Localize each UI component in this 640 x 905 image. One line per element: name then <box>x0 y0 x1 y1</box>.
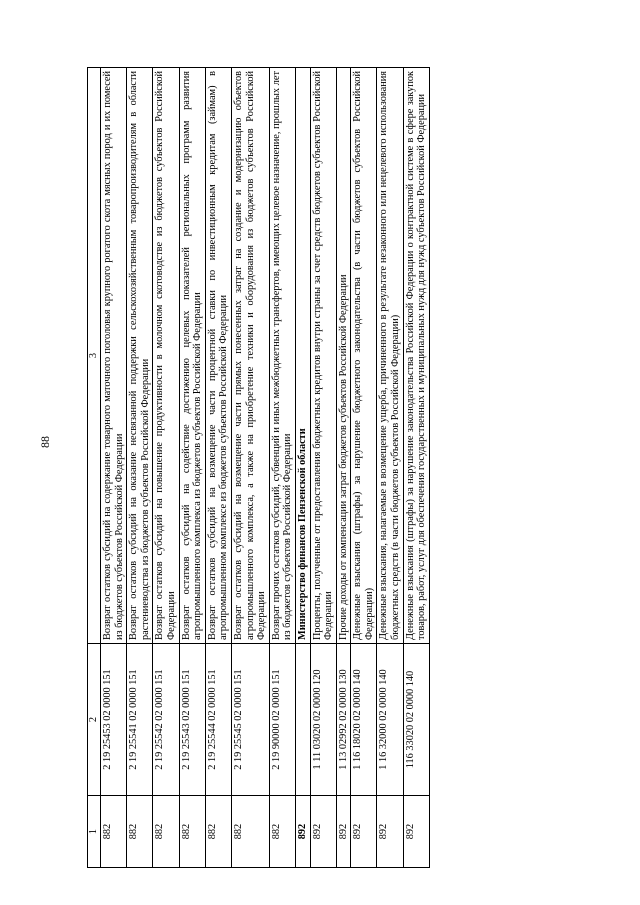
budget-code-cell: 2 19 25544 02 0000 151 <box>205 644 231 796</box>
income-name-cell: Возврат остатков субсидий на содержание товарного маточного поголовья крупного рогатого скота мясных пород и их помесей из бюджетов субъектов Российской Федерации <box>101 68 127 644</box>
table-row <box>351 68 377 868</box>
table-row <box>179 68 205 868</box>
budget-code-cell: 2 19 25543 02 0000 151 <box>179 644 205 796</box>
admin-code-cell: 892 <box>403 796 429 868</box>
income-name-cell: Возврат остатков субсидий на возмещение части прямых понесенных затрат на создание и модернизацию объектов агропромышленного комплекса, а также на приобретение техники и оборудования из бюджетов субъектов Российской Федерации <box>231 68 269 644</box>
admin-code-cell: 882 <box>153 796 179 868</box>
table-row <box>205 68 231 868</box>
budget-code-cell: 1 11 03020 02 0000 120 <box>310 644 336 796</box>
table-body <box>101 68 430 868</box>
header-col-3: 3 <box>88 68 101 644</box>
admin-code-cell: 892 <box>310 796 336 868</box>
budget-code-cell: 2 19 25542 02 0000 151 <box>153 644 179 796</box>
budget-code-cell: 116 33020 02 0000 140 <box>403 644 429 796</box>
table-row <box>295 68 310 868</box>
header-col-1: 1 <box>88 796 101 868</box>
table-row <box>153 68 179 868</box>
income-name-cell: Денежные взыскания (штрафы) за нарушение законодательства Российской Федерации о контрактной системе в сфере закупок товаров, работ, услуг для обеспечения государственных и муниципальных нужд для нужд субъектов Российской Федерации <box>403 68 429 644</box>
budget-code-cell: 1 16 18020 02 0000 140 <box>351 644 377 796</box>
table-row <box>310 68 336 868</box>
income-name-cell: Министерство финансов Пензенской области <box>295 68 310 644</box>
table-row <box>269 68 295 868</box>
income-name-cell: Возврат остатков субсидий на содействие достижению целевых показателей региональных программ развития агропромышленного комплекса из бюджетов субъектов Российской Федерации <box>179 68 205 644</box>
table-row <box>377 68 403 868</box>
admin-code-cell: 882 <box>269 796 295 868</box>
income-name-cell: Возврат прочих остатков субсидий, субвенций и иных межбюджетных трансфертов, имеющих целевое назначение, прошлых лет из бюджетов субъектов Российской Федерации <box>269 68 295 644</box>
budget-code-cell: 1 16 32000 02 0000 140 <box>377 644 403 796</box>
income-name-cell: Возврат остатков субсидий на возмещение части процентной ставки по инвестиционным кредитам (займам) в агропромышленном комплексе из бюджетов субъектов Российской Федерации <box>205 68 231 644</box>
table-row <box>231 68 269 868</box>
income-name-cell: Прочие доходы от компенсации затрат бюджетов субъектов Российской Федерации <box>336 68 351 644</box>
admin-code-cell: 882 <box>127 796 153 868</box>
income-name-cell: Проценты, полученные от предоставления бюджетных кредитов внутри страны за счет средств бюджетов субъектов Российской Федерации <box>310 68 336 644</box>
admin-code-cell: 892 <box>351 796 377 868</box>
header-row <box>88 68 101 868</box>
budget-code-cell: 2 19 25541 02 0000 151 <box>127 644 153 796</box>
table-row <box>336 68 351 868</box>
admin-code-cell: 882 <box>231 796 269 868</box>
income-name-cell: Денежные взыскания, налагаемые в возмещение ущерба, причиненного в результате незаконного или нецелевого использования бюджетных средств (в части бюджетов субъектов Российской Федерации) <box>377 68 403 644</box>
header-col-2: 2 <box>88 644 101 796</box>
table-row <box>403 68 429 868</box>
admin-code-cell: 882 <box>101 796 127 868</box>
page-number: 88 <box>38 436 52 448</box>
budget-code-cell <box>295 644 310 796</box>
admin-code-cell: 882 <box>179 796 205 868</box>
admin-code-cell: 892 <box>377 796 403 868</box>
admin-code-cell: 892 <box>336 796 351 868</box>
budget-code-cell: 2 19 25545 02 0000 151 <box>231 644 269 796</box>
income-name-cell: Денежные взыскания (штрафы) за нарушение бюджетного законодательства (в части бюджетов субъектов Российской Федерации) <box>351 68 377 644</box>
budget-code-cell: 2 19 25453 02 0000 151 <box>101 644 127 796</box>
table-row <box>101 68 127 868</box>
admin-code-cell: 882 <box>205 796 231 868</box>
revenue-codes-table <box>87 67 430 868</box>
budget-code-cell: 1 13 02992 02 0000 130 <box>336 644 351 796</box>
table-row <box>127 68 153 868</box>
admin-code-cell: 892 <box>295 796 310 868</box>
rotated-table-container <box>87 68 627 868</box>
income-name-cell: Возврат остатков субсидий на повышение продуктивности в молочном скотоводстве из бюджетов субъектов Российской Федерации <box>153 68 179 644</box>
budget-code-cell: 2 19 90000 02 0000 151 <box>269 644 295 796</box>
income-name-cell: Возврат остатков субсидий на оказание несвязанной поддержки сельскохозяйственным товаропроизводителям в области растениеводства из бюджетов субъектов Российской Федерации <box>127 68 153 644</box>
